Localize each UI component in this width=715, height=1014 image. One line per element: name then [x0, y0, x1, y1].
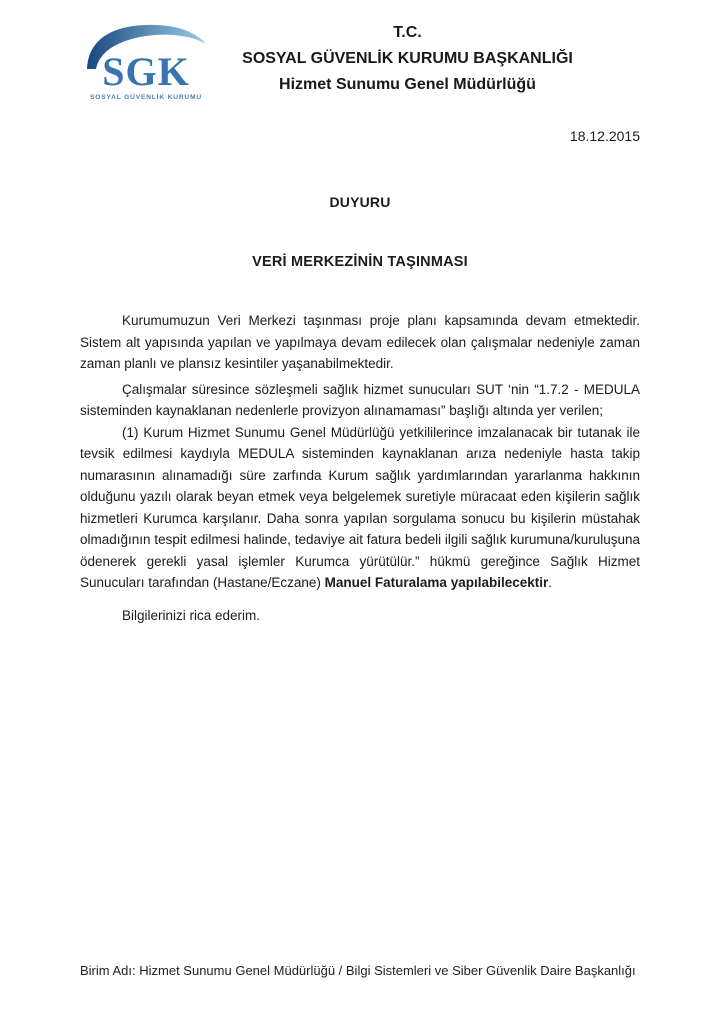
body-paragraph-3-bold: Manuel Faturalama yapılabilecektir: [324, 575, 549, 590]
body-paragraph-3: [80, 422, 640, 594]
body-paragraph-1: Kurumumuzun Veri Merkezi taşınması proje planı kapsamında devam etmektedir. Sistem alt yapısında yapılan ve yapılmaya devam edilecek olan çalışmalar nedeniyle zaman zaman planlı ve plansız kesintiler yaşanabilmektedir.: [80, 313, 640, 371]
announcement-heading: DUYURU: [329, 194, 391, 210]
letterhead-line-tc: T.C.: [393, 24, 422, 41]
letterhead-line-directorate: Hizmet Sunumu Genel Müdürlüğü: [279, 76, 536, 93]
document-body: [80, 310, 640, 626]
document-title: VERİ MERKEZİNİN TAŞINMASI: [252, 254, 468, 270]
logo-acronym: SGK: [102, 49, 190, 94]
footer-unit-line: Birim Adı: Hizmet Sunumu Genel Müdürlüğü / Bilgi Sistemleri ve Siber Güvenlik Daire Başkanlığı: [80, 963, 636, 978]
body-paragraph-3-period: .: [548, 575, 553, 590]
logo-caption: SOSYAL GÜVENLİK KURUMU: [90, 94, 202, 101]
closing-line: Bilgilerinizi rica ederim.: [122, 607, 261, 623]
document-date: 18.12.2015: [569, 128, 640, 144]
letterhead-line-institution: SOSYAL GÜVENLİK KURUMU BAŞKANLIĞI: [242, 50, 573, 67]
body-paragraph-3-text: (1) Kurum Hizmet Sunumu Genel Müdürlüğü yetkililerince imzalanacak bir tutanak ile tevsik edilmesi kaydıyla MEDULA sisteminden kaynaklanan arıza nedeniyle hasta takip numarasının alınamadığı süre zarfında Kurum sağlık yardımlarından yararlanma hakkının olduğunu yazılı olarak beyan etmek veya belgelemek suretiyle müracaat eden kişilerin sağlık hizmetleri Kurumca karşılanır. Daha sonra yapılan sorgulama sonucu bu kişilerin müstahak olmadığının tespit edilmesi halinde, tedaviye ait fatura bedeli ilgili sağlık kurumuna/kuruluşuna ödenerek gerekli yasal işlemler Kurumca yürütülür.” hükmü gereğince Sağlık Hizmet Sunucuları tarafından (Hastane/Eczane): [80, 424, 640, 590]
letterhead: [175, 20, 640, 98]
body-paragraph-2: Çalışmalar süresince sözleşmeli sağlık hizmet sunucuları SUT ‘nin “1.7.2 - MEDULA sisteminden kaynaklanan nedenlerle provizyon alınamaması” başlığı altında yer verilen;: [80, 381, 640, 418]
